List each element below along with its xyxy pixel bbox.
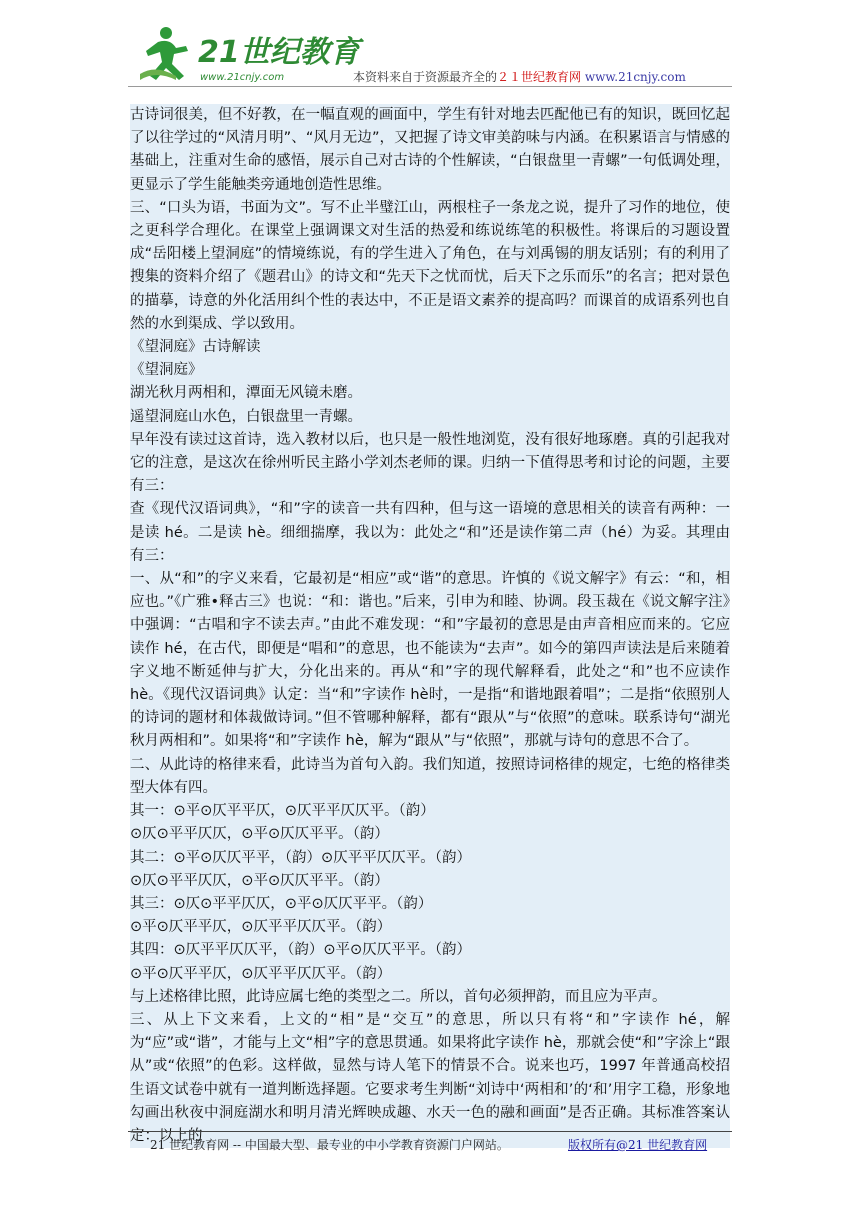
footer-divider — [128, 1131, 732, 1132]
source-prefix: 本资料来自于资源最齐全的 — [353, 70, 498, 84]
page-footer — [150, 1136, 730, 1153]
meter-line: 其四：⊙仄平平仄仄平，（韵）⊙平⊙仄仄平平。（韵） — [130, 942, 471, 959]
source-line — [353, 68, 686, 85]
svg-text:www.21cnjy.com: www.21cnjy.com — [200, 72, 285, 83]
svg-text:21世纪教育: 21世纪教育 — [198, 35, 360, 70]
poem-line: 湖光秋月两相和，潭面无风镜未磨。 — [130, 385, 362, 402]
meter-line: 其三：⊙仄⊙平平仄仄，⊙平⊙仄仄平平。（韵） — [130, 895, 433, 912]
meter-line: ⊙仄⊙平平仄仄，⊙平⊙仄仄平平。（韵） — [130, 826, 389, 843]
paragraph: 与上述格律比照，此诗应属七绝的类型之二。所以，首句必须押韵，而且应为平声。 — [130, 988, 667, 1005]
header-divider — [128, 86, 732, 87]
site-logo — [136, 24, 366, 86]
meter-line: 其一：⊙平⊙仄平平仄，⊙仄平平仄仄平。（韵） — [130, 803, 435, 820]
meter-line: ⊙平⊙仄平平仄，⊙仄平平仄仄平。（韵） — [130, 919, 392, 936]
paragraph: 早年没有读过这首诗，选入教材以后，也只是一般性地浏览，没有很好地琢磨。真的引起我对它的注意，是这次在徐州听民主路小学刘杰老师的课。归纳一下值得思考和讨论的问题，主要有三： — [130, 431, 730, 495]
page-header — [128, 22, 732, 88]
document-body — [130, 104, 730, 1148]
footer-text: 21 世纪教育网 -- 中国最大型、最专业的中小学教育资源门户网站。 — [150, 1138, 509, 1152]
source-site-link[interactable]: ２１世纪教育网 — [497, 70, 582, 84]
paragraph: 二、从此诗的格律来看，此诗当为首句入韵。我们知道，按照诗词格律的规定，七绝的格律类型大体有四。 — [130, 756, 730, 796]
paragraph: 三、从上下文来看，上文的“相”是“交互”的意思，所以只有将“和”字读作 hé，解为“应”或“谐”，才能与上文“相”字的意思贯通。如果将此字读作 hè，那就会使“和”字涂上“跟从”或“依照”的色彩。这样做，显然与诗人笔下的情景不合。说来也巧，1997 年普通高校招生语文试卷中就有一道判断选择题。它要求考生判断“刘诗中‘两相和’的‘和’用字工稳，形象地勾画出秋夜中洞庭湖水和明月清光辉映成趣、水天一色的融和画面”是否正确。其标准答案认定：以上的 — [130, 1011, 730, 1144]
source-url-link[interactable]: www.21cnjy.com — [584, 70, 686, 84]
poem-title: 《望洞庭》 — [130, 362, 203, 379]
poem-line: 遥望洞庭山水色，白银盘里一青螺。 — [130, 408, 362, 425]
paragraph: 一、从“和”的字义来看，它最初是“相应”或“谐”的意思。许慎的《说文解字》有云：“和，相应也。”《广雅•释古三》也说：“和：谐也。”后来，引申为和睦、协调。段玉裁在《说文解字注》中强调：“古唱和字不读去声。”由此不难发现：“和”字最初的意思是由声音相应而来的。它应读作 hé，在古代，即便是“唱和”的意思，也不能读为“去声”。如今的第四声读法是后来随着字义地不断延伸与扩大，分化出来的。再从“和”字的现代解释看，此处之“和”也不应读作 hè。《现代汉语词典》认定：当“和”字读作 hè时，一是指“和谐地跟着唱”；二是指“依照别人的诗词的题材和体裁做诗词。”但不管哪种解释，都有“跟从”与“依照”的意味。联系诗句“湖光秋月两相和”。如果将“和”字读作 hè，解为“跟从”与“依照”，那就与诗句的意思不合了。 — [130, 571, 730, 750]
paragraph: 查《现代汉语词典》，“和”字的读音一共有四种，但与这一语境的意思相关的读音有两种：一是读 hé。二是读 hè。细细揣摩，我以为：此处之“和”还是读作第二声（hé）为妥。其理由有三： — [130, 501, 730, 564]
paragraph: 古诗词很美，但不好教，在一幅直观的画面中，学生有针对地去匹配他已有的知识，既回忆起了以往学过的“风清月明”、“风月无边”，又把握了诗文审美韵味与内涵。在积累语言与情感的基础上，注重对生命的感悟，展示自己对古诗的个性解读，“白银盘里一青螺”一句低调处理，更显示了学生能触类旁通地创造性思维。 — [130, 107, 730, 193]
copyright-link[interactable]: 版权所有@21 世纪教育网 — [568, 1138, 708, 1152]
meter-line: ⊙仄⊙平平仄仄，⊙平⊙仄仄平平。（韵） — [130, 872, 389, 889]
paragraph: 三、“口头为语，书面为文”。写不止半璧江山，两根柱子一条龙之说，提升了习作的地位，使之更科学合理化。在课堂上强调课文对生活的热爱和练说练笔的积极性。将课后的习题设置成“岳阳楼上望洞庭”的情境练说，有的学生进入了角色，在与刘禹锡的朋友话别；有的利用了搜集的资料介绍了《题君山》的诗文和“先天下之忧而忧，后天下之乐而乐”的名言；把对景色的描摹，诗意的外化活用纠个性的表达中，不正是语文素养的提高吗？而课首的成语系列也自然的水到渠成、学以致用。 — [130, 199, 730, 332]
meter-line: 其二：⊙平⊙仄仄平平，（韵）⊙仄平平仄仄平。（韵） — [130, 849, 471, 866]
meter-line: ⊙平⊙仄平平仄，⊙仄平平仄仄平。（韵） — [130, 965, 392, 982]
section-title: 《望洞庭》古诗解读 — [130, 339, 261, 356]
